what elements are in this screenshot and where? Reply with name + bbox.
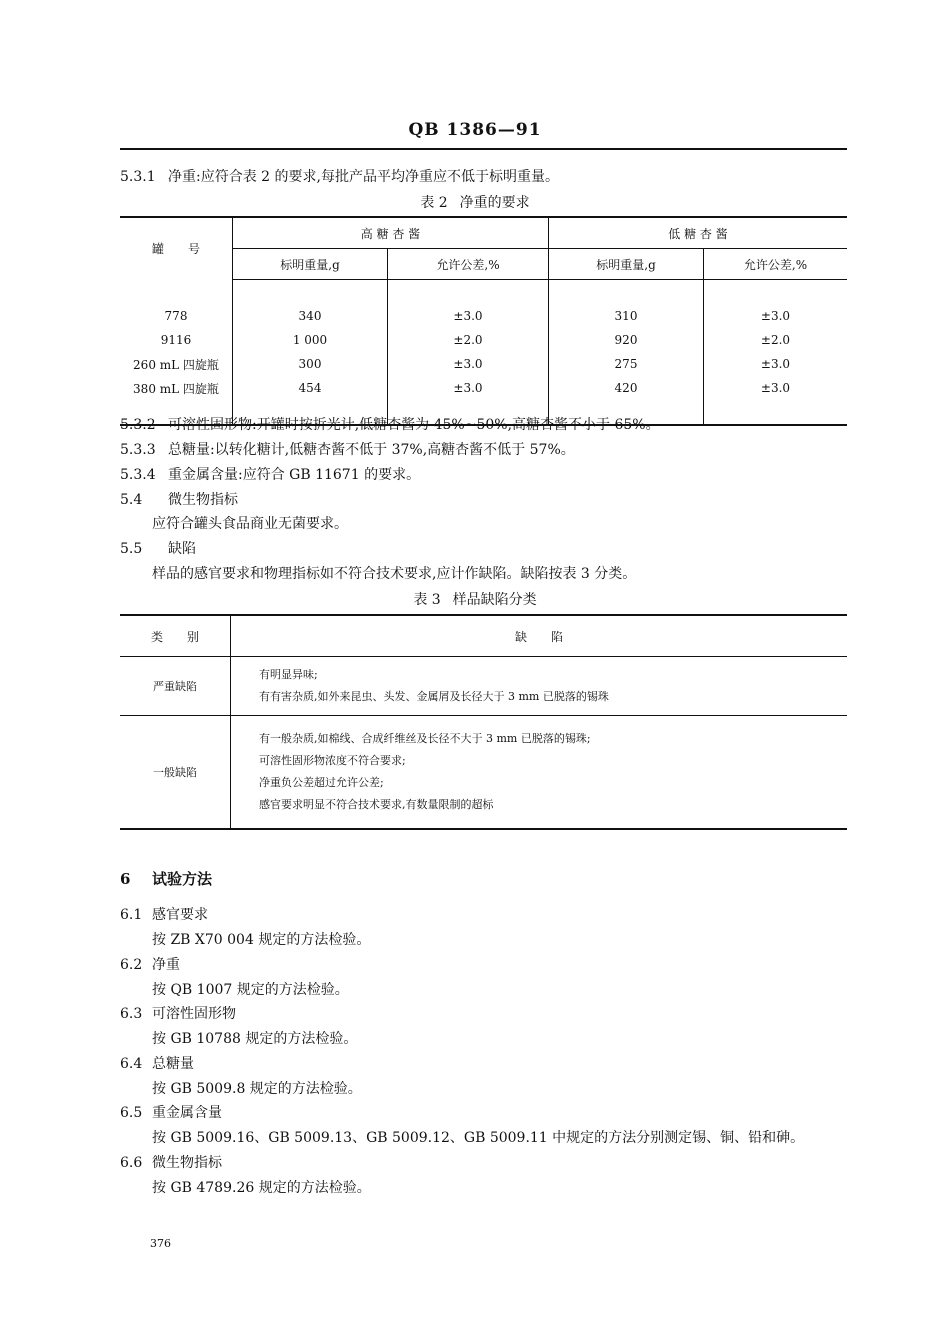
clause-number: 5.3.1 <box>120 169 156 185</box>
defect-item: 有明显异味; <box>259 668 318 681</box>
defect-item: 感官要求明显不符合技术要求,有数量限制的超标 <box>259 798 494 811</box>
high-tol-cell: ±3.0 <box>388 376 549 400</box>
defect-item: 有有害杂质,如外来昆虫、头发、金属屑及长径大于 3 mm 已脱落的锡珠 <box>259 690 609 703</box>
clause-title: 微生物指标 <box>152 1155 222 1171</box>
clause-6-1-body: 按 ZB X70 004 规定的方法检验。 <box>152 932 371 948</box>
table-row <box>120 657 847 716</box>
low-weight-cell: 420 <box>549 376 704 400</box>
table-row <box>120 352 847 376</box>
section-number: 6 <box>120 870 131 888</box>
defect-item: 可溶性固形物浓度不符合要求; <box>259 754 406 767</box>
clause-text: 重金属含量:应符合 GB 11671 的要求。 <box>168 467 421 483</box>
clause-number: 5.4 <box>120 492 143 508</box>
col-low-tol: 允许公差,% <box>704 249 848 280</box>
clause-6-1 <box>120 906 208 924</box>
clause-6-2-body: 按 QB 1007 规定的方法检验。 <box>152 982 349 998</box>
defect-classification-table <box>120 614 847 830</box>
clause-text: 总糖量:以转化糖计,低糖杏酱不低于 37%,高糖杏酱不低于 57%。 <box>168 442 575 458</box>
table3-caption <box>0 589 950 609</box>
clause-6-6-body: 按 GB 4789.26 规定的方法检验。 <box>152 1180 371 1196</box>
clause-number: 5.3.4 <box>120 467 156 483</box>
col-low-weight: 标明重量,g <box>549 249 704 280</box>
low-weight-cell: 920 <box>549 328 704 352</box>
clause-text: 净重:应符合表 2 的要求,每批产品平均净重应不低于标明重量。 <box>168 169 559 185</box>
clause-title: 感官要求 <box>152 907 208 923</box>
col-can-header: 罐 号 <box>120 217 233 280</box>
section-title: 试验方法 <box>152 870 213 888</box>
clause-number: 6.4 <box>120 1056 143 1072</box>
category-cell: 一般缺陷 <box>120 716 231 830</box>
can-cell: 380 mL 四旋瓶 <box>120 376 233 400</box>
table-row <box>120 716 847 830</box>
clause-number: 5.5 <box>120 541 143 557</box>
header-rule <box>120 148 847 150</box>
defects-cell <box>231 716 848 830</box>
can-cell: 260 mL 四旋瓶 <box>120 352 233 376</box>
clause-6-5 <box>120 1104 222 1122</box>
clause-number: 5.3.2 <box>120 417 156 433</box>
high-weight-cell: 1 000 <box>233 328 388 352</box>
high-tol-cell: ±3.0 <box>388 352 549 376</box>
clause-number: 6.3 <box>120 1006 143 1022</box>
col-defect-header: 缺 陷 <box>231 615 848 657</box>
low-tol-cell: ±2.0 <box>760 333 791 347</box>
clause-number: 6.5 <box>120 1105 143 1121</box>
can-cell: 9116 <box>120 328 233 352</box>
page-number: 376 <box>150 1237 171 1250</box>
table2-caption <box>0 192 950 212</box>
low-weight-cell: 275 <box>549 352 704 376</box>
net-weight-table <box>120 216 847 426</box>
clause-6-3-body: 按 GB 10788 规定的方法检验。 <box>152 1031 358 1047</box>
group-high-sugar: 高 糖 杏 酱 <box>233 217 549 249</box>
clause-5-3-3 <box>120 441 575 459</box>
clause-title: 净重 <box>152 957 180 973</box>
col-high-weight: 标明重量,g <box>233 249 388 280</box>
clause-number: 6.1 <box>120 907 143 923</box>
clause-5-5 <box>120 540 196 558</box>
col-high-tol: 允许公差,% <box>388 249 549 280</box>
low-tol-cell: ±3.0 <box>760 309 791 323</box>
clause-6-4 <box>120 1055 194 1073</box>
clause-title: 微生物指标 <box>168 492 238 508</box>
low-tol-cell: ±3.0 <box>760 357 791 371</box>
category-cell: 严重缺陷 <box>120 657 231 716</box>
high-tol-cell: ±2.0 <box>388 328 549 352</box>
clause-6-4-body: 按 GB 5009.8 规定的方法检验。 <box>152 1081 362 1097</box>
low-weight-cell: 310 <box>549 304 704 328</box>
clause-5-3-2 <box>120 416 660 434</box>
caption-number: 表 2 <box>420 195 448 211</box>
clause-title: 总糖量 <box>152 1056 194 1072</box>
col-category-header: 类 别 <box>120 615 231 657</box>
clause-number: 5.3.3 <box>120 442 156 458</box>
high-weight-cell: 340 <box>233 304 388 328</box>
clause-title: 缺陷 <box>168 541 196 557</box>
clause-5-4 <box>120 491 238 509</box>
clause-5-3-4 <box>120 466 420 484</box>
low-tol-cell: ±3.0 <box>760 381 791 395</box>
clause-text: 可溶性固形物:开罐时按折光计,低糖杏酱为 45%~50%,高糖杏酱不小于 65%。 <box>168 417 660 433</box>
defect-item: 有一般杂质,如棉线、合成纤维丝及长径不大于 3 mm 已脱落的锡珠; <box>259 732 591 745</box>
caption-number: 表 3 <box>413 592 441 608</box>
defects-cell <box>231 657 848 716</box>
standard-header: QB 1386—91 <box>408 120 542 140</box>
clause-6-2 <box>120 956 180 974</box>
clause-title: 可溶性固形物 <box>152 1006 236 1022</box>
table-row <box>120 376 847 400</box>
defect-item: 净重负公差超过允许公差; <box>259 776 384 789</box>
can-cell: 778 <box>120 304 233 328</box>
clause-number: 6.2 <box>120 957 143 973</box>
clause-6-3 <box>120 1005 236 1023</box>
high-weight-cell: 300 <box>233 352 388 376</box>
section-6-heading <box>120 868 212 889</box>
table-row <box>120 304 847 328</box>
caption-title: 样品缺陷分类 <box>452 592 537 608</box>
clause-title: 重金属含量 <box>152 1105 222 1121</box>
clause-number: 6.6 <box>120 1155 143 1171</box>
clause-6-6 <box>120 1154 222 1172</box>
clause-5-4-body: 应符合罐头食品商业无菌要求。 <box>152 516 348 532</box>
clause-5-5-body: 样品的感官要求和物理指标如不符合技术要求,应计作缺陷。缺陷按表 3 分类。 <box>152 566 637 582</box>
group-low-sugar: 低 糖 杏 酱 <box>549 217 848 249</box>
clause-5-3-1 <box>120 168 559 186</box>
caption-title: 净重的要求 <box>459 195 530 211</box>
high-weight-cell: 454 <box>233 376 388 400</box>
high-tol-cell: ±3.0 <box>388 304 549 328</box>
clause-6-5-body: 按 GB 5009.16、GB 5009.13、GB 5009.12、GB 5009.11 中规定的方法分别测定锡、铜、铅和砷。 <box>152 1130 805 1146</box>
table-row <box>120 328 847 352</box>
